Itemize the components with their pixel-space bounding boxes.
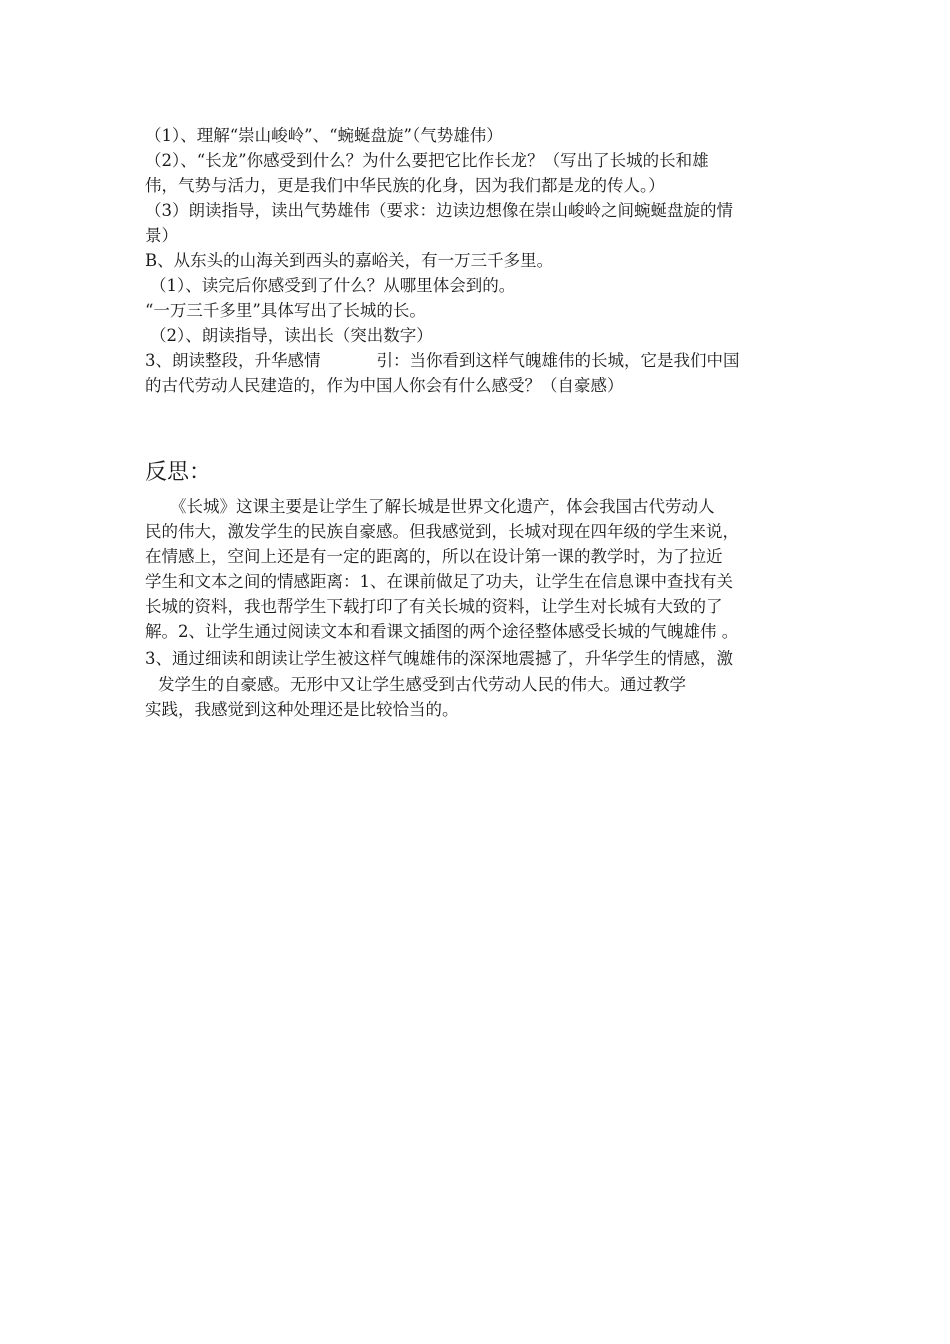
lesson-line-9: （2）、朗读指导，读出长（突出数字） xyxy=(150,326,433,345)
lesson-line-4: （3）朗读指导，读出气势雄伟（要求：边读边想像在崇山峻岭之间蜿蜒盘旋的情 xyxy=(145,201,733,220)
reflection-line-2: 民的伟大，激发学生的民族自豪感。但我感觉到，长城对现在四年级的学生来说， xyxy=(145,522,739,541)
lesson-line-10-part-a: 3、朗读整段，升华感情 xyxy=(145,351,321,370)
lesson-line-1: （1）、理解“崇山峻岭”、“蜿蜒盘旋”（气势雄伟） xyxy=(145,126,503,145)
lesson-line-10 xyxy=(145,349,740,373)
reflection-line-6: 解。2、让学生通过阅读文本和看课文插图的两个途径整体感受长城的气魄雄伟 。 xyxy=(145,622,739,641)
reflection-line-8: 发学生的自豪感。无形中又让学生感受到古代劳动人民的伟大。通过教学 xyxy=(158,675,686,694)
lesson-line-11: 的古代劳动人民建造的，作为中国人你会有什么感受？（自豪感） xyxy=(145,376,624,395)
lesson-line-5: 景） xyxy=(145,226,178,245)
reflection-line-7: 3、通过细读和朗读让学生被这样气魄雄伟的深深地震撼了，升华学生的情感，激 xyxy=(145,649,733,668)
reflection-heading: 反思： xyxy=(145,460,212,485)
reflection-line-3: 在情感上，空间上还是有一定的距离的，所以在设计第一课的教学时，为了拉近 xyxy=(145,547,723,566)
reflection-line-4: 学生和文本之间的情感距离：1、在课前做足了功夫，让学生在信息课中查找有关 xyxy=(145,572,733,591)
lesson-line-3: 伟，气势与活力，更是我们中华民族的化身，因为我们都是龙的传人。） xyxy=(145,176,665,195)
lesson-line-2: （2）、“长龙”你感受到什么？为什么要把它比作长龙？（写出了长城的长和雄 xyxy=(145,151,709,170)
reflection-line-5: 长城的资料，我也帮学生下载打印了有关长城的资料，让学生对长城有大致的了 xyxy=(145,597,723,616)
lesson-line-7: （1）、读完后你感受到了什么？从哪里体会到的。 xyxy=(150,276,516,295)
lesson-line-10-part-b: 引：当你看到这样气魄雄伟的长城，它是我们中国 xyxy=(376,351,740,370)
reflection-line-1: 《长城》这课主要是让学生了解长城是世界文化遗产，体会我国古代劳动人 xyxy=(170,497,715,516)
reflection-line-9: 实践，我感觉到这种处理还是比较恰当的。 xyxy=(145,700,459,719)
lesson-line-6: B、从东头的山海关到西头的嘉峪关，有一万三千多里。 xyxy=(145,251,554,270)
lesson-line-8: “一万三千多里”具体写出了长城的长。 xyxy=(145,301,426,320)
